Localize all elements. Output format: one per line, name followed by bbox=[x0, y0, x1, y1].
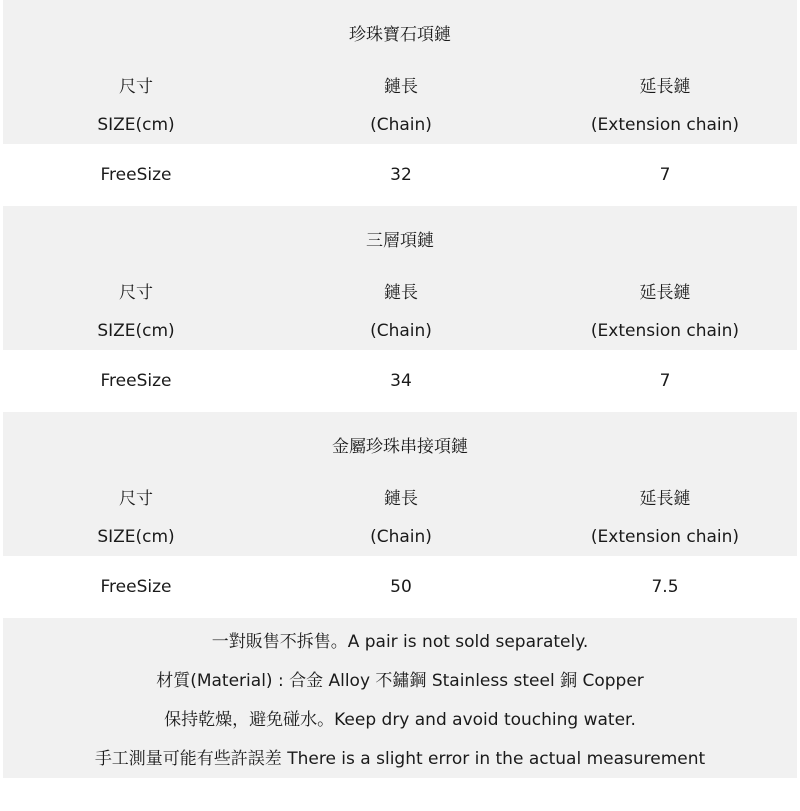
header-row-zh bbox=[3, 64, 797, 105]
header-chain-zh: 鏈長 bbox=[384, 489, 418, 509]
header-extension-en: (Extension chain) bbox=[590, 114, 740, 135]
header-row-zh bbox=[3, 270, 797, 311]
value-chain: 34 bbox=[390, 371, 412, 391]
header-chain-en: (Chain) bbox=[370, 114, 432, 135]
value-extension: 7.5 bbox=[651, 577, 679, 597]
header-extension-zh: 延長鏈 bbox=[639, 489, 691, 509]
header-size-en: SIZE(cm) bbox=[97, 320, 175, 341]
value-chain: 32 bbox=[390, 165, 412, 185]
header-row-en bbox=[3, 311, 797, 350]
note-care: 保持乾燥，避免碰水。Keep dry and avoid touching water. bbox=[164, 710, 636, 730]
note-measurement: 手工測量可能有些許誤差 There is a slight error in the actual measurement bbox=[94, 749, 706, 769]
size-table-pearl-gemstone bbox=[3, 0, 797, 144]
header-size-zh: 尺寸 bbox=[119, 489, 153, 509]
header-size-zh: 尺寸 bbox=[119, 77, 153, 97]
table-title: 三層項鏈 bbox=[366, 230, 434, 251]
note-material: 材質(Material) : 合金 Alloy 不鏽鋼 Stainless steel 銅 Copper bbox=[156, 671, 644, 691]
header-chain-en: (Chain) bbox=[370, 526, 432, 547]
header-size-zh: 尺寸 bbox=[119, 283, 153, 303]
header-chain-zh: 鏈長 bbox=[384, 77, 418, 97]
value-size: FreeSize bbox=[100, 165, 172, 185]
header-row-en bbox=[3, 105, 797, 144]
header-size-en: SIZE(cm) bbox=[97, 526, 175, 547]
header-extension-zh: 延長鏈 bbox=[639, 283, 691, 303]
size-table-three-layer bbox=[3, 206, 797, 350]
value-extension: 7 bbox=[659, 165, 671, 185]
header-chain-zh: 鏈長 bbox=[384, 283, 418, 303]
value-size: FreeSize bbox=[100, 371, 172, 391]
product-notes bbox=[3, 618, 797, 778]
header-row-en bbox=[3, 517, 797, 556]
value-chain: 50 bbox=[390, 577, 412, 597]
table-title: 金屬珍珠串接項鏈 bbox=[332, 436, 468, 457]
header-extension-zh: 延長鏈 bbox=[639, 77, 691, 97]
size-table-metal-pearl-link bbox=[3, 412, 797, 556]
header-row-zh bbox=[3, 476, 797, 517]
value-row bbox=[3, 556, 797, 618]
header-chain-en: (Chain) bbox=[370, 320, 432, 341]
header-extension-en: (Extension chain) bbox=[590, 320, 740, 341]
table-title: 珍珠寶石項鏈 bbox=[349, 24, 451, 45]
header-size-en: SIZE(cm) bbox=[97, 114, 175, 135]
value-row bbox=[3, 144, 797, 206]
size-chart bbox=[3, 0, 797, 778]
value-extension: 7 bbox=[659, 371, 671, 391]
note-pair-sale: 一對販售不拆售。A pair is not sold separately. bbox=[211, 632, 589, 652]
value-size: FreeSize bbox=[100, 577, 172, 597]
header-extension-en: (Extension chain) bbox=[590, 526, 740, 547]
value-row bbox=[3, 350, 797, 412]
